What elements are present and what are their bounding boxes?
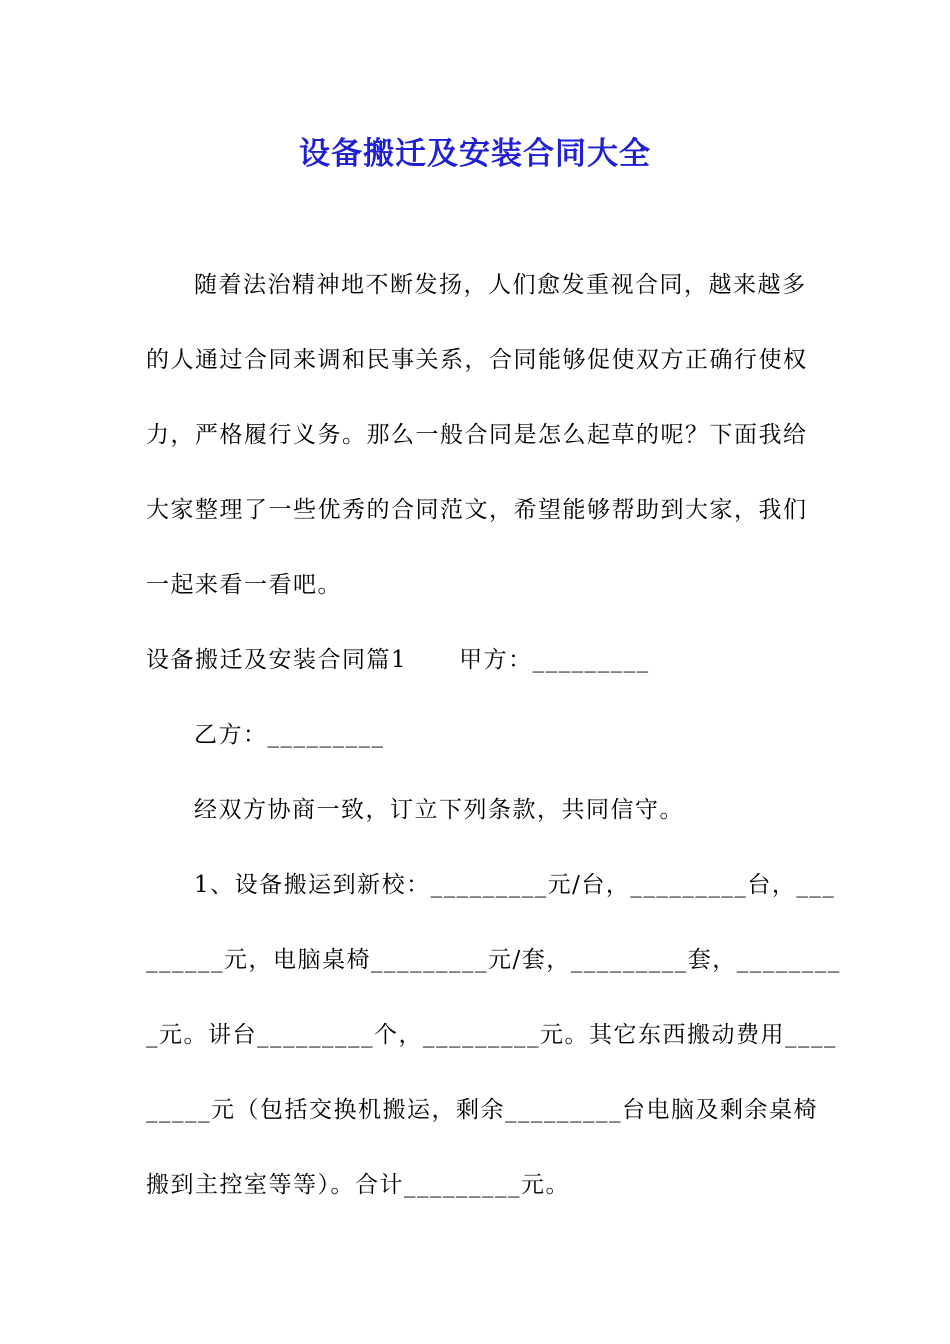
clause-line: 1、设备搬运到新校：_________元/台，_________台，___	[194, 872, 836, 898]
clause-line: _____元（包括交换机搬运，剩余_________台电脑及剩余桌椅	[146, 1097, 818, 1123]
clause-line: ______元，电脑桌椅_________元/套，_________套，________	[146, 947, 841, 973]
section-heading: 设备搬迁及安装合同篇1	[146, 647, 408, 673]
party-b-field: 乙方：_________	[194, 722, 385, 748]
intro-line: 的人通过合同来调和民事关系，合同能够促使双方正确行使权	[146, 347, 808, 373]
agreement-statement: 经双方协商一致，订立下列条款，共同信守。	[194, 797, 684, 823]
intro-line: 随着法治精神地不断发扬，人们愈发重视合同，越来越多	[194, 272, 807, 298]
clause-line: 搬到主控室等等）。合计_________元。	[146, 1172, 570, 1198]
intro-line: 力，严格履行义务。那么一般合同是怎么起草的呢？下面我给	[146, 422, 808, 448]
party-a-field: 甲方：_________	[459, 647, 650, 673]
intro-line: 一起来看一看吧。	[146, 572, 342, 598]
clause-line: _元。讲台_________个，_________元。其它东西搬动费用____	[146, 1022, 837, 1048]
section-heading-row	[146, 640, 806, 680]
intro-line: 大家整理了一些优秀的合同范文，希望能够帮助到大家，我们	[146, 497, 808, 523]
document-title: 设备搬迁及安装合同大全	[299, 136, 651, 172]
